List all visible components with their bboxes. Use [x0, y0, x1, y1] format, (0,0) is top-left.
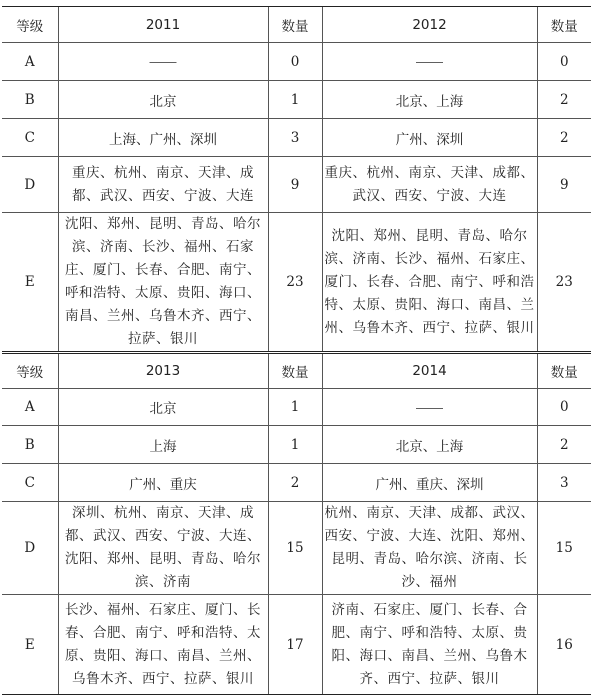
- count-cell: 0: [537, 389, 591, 426]
- level-cell: D: [2, 157, 58, 213]
- table-row: [2, 426, 591, 464]
- cities-cell: ——: [322, 389, 537, 426]
- level-cell: A: [2, 389, 58, 426]
- cities-cell: 广州、重庆、深圳: [322, 464, 537, 502]
- count-cell: 2: [537, 426, 591, 464]
- cities-cell: 北京、上海: [322, 426, 537, 464]
- table-row: [2, 119, 591, 157]
- count-cell: 15: [268, 502, 322, 595]
- year-2011-header: 2011: [58, 7, 268, 43]
- table-row: [2, 213, 591, 353]
- cities-cell: 北京、上海: [322, 81, 537, 119]
- level-cell: E: [2, 595, 58, 695]
- cities-cell: 沈阳、郑州、昆明、青岛、哈尔滨、济南、长沙、福州、石家庄、厦门、长春、合肥、南宁、呼和浩特、太原、贵阳、海口、南昌、兰州、乌鲁木齐、西宁、拉萨、银川: [322, 213, 537, 353]
- section-2-header-row: [2, 353, 591, 389]
- level-cell: E: [2, 213, 58, 353]
- city-tier-table: [2, 6, 591, 695]
- count-header: 数量: [268, 353, 322, 389]
- cities-cell: ——: [322, 43, 537, 81]
- level-cell: B: [2, 426, 58, 464]
- cities-cell: 上海、广州、深圳: [58, 119, 268, 157]
- count-cell: 9: [268, 157, 322, 213]
- cities-cell: 沈阳、郑州、昆明、青岛、哈尔滨、济南、长沙、福州、石家庄、厦门、长春、合肥、南宁、呼和浩特、太原、贵阳、海口、南昌、兰州、乌鲁木齐、西宁、拉萨、银川: [58, 213, 268, 353]
- cities-cell: 济南、石家庄、厦门、长春、合肥、南宁、呼和浩特、太原、贵阳、海口、南昌、兰州、乌鲁木齐、西宁、拉萨、银川: [322, 595, 537, 695]
- count-cell: 2: [268, 464, 322, 502]
- cities-cell: 广州、深圳: [322, 119, 537, 157]
- level-header: 等级: [2, 7, 58, 43]
- cities-cell: 广州、重庆: [58, 464, 268, 502]
- count-cell: 3: [268, 119, 322, 157]
- table-row: [2, 157, 591, 213]
- count-cell: 2: [537, 81, 591, 119]
- table-row: [2, 81, 591, 119]
- table-row: [2, 389, 591, 426]
- cities-cell: 重庆、杭州、南京、天津、成都、武汉、西安、宁波、大连: [322, 157, 537, 213]
- table-row: [2, 502, 591, 595]
- level-cell: B: [2, 81, 58, 119]
- count-header: 数量: [268, 7, 322, 43]
- city-tier-table-container: [2, 6, 591, 695]
- count-cell: 9: [537, 157, 591, 213]
- level-header: 等级: [2, 353, 58, 389]
- count-cell: 2: [537, 119, 591, 157]
- cities-cell: ——: [58, 43, 268, 81]
- count-header: 数量: [537, 353, 591, 389]
- count-cell: 23: [268, 213, 322, 353]
- count-header: 数量: [537, 7, 591, 43]
- cities-cell: 北京: [58, 389, 268, 426]
- table-row: [2, 595, 591, 695]
- count-cell: 1: [268, 81, 322, 119]
- count-cell: 23: [537, 213, 591, 353]
- count-cell: 16: [537, 595, 591, 695]
- level-cell: C: [2, 464, 58, 502]
- cities-cell: 深圳、杭州、南京、天津、成都、武汉、西安、宁波、大连、沈阳、郑州、昆明、青岛、哈尔滨、济南: [58, 502, 268, 595]
- level-cell: C: [2, 119, 58, 157]
- level-cell: A: [2, 43, 58, 81]
- table-row: [2, 43, 591, 81]
- count-cell: 1: [268, 426, 322, 464]
- count-cell: 0: [537, 43, 591, 81]
- cities-cell: 长沙、福州、石家庄、厦门、长春、合肥、南宁、呼和浩特、太原、贵阳、海口、南昌、兰州、乌鲁木齐、西宁、拉萨、银川: [58, 595, 268, 695]
- cities-cell: 重庆、杭州、南京、天津、成都、武汉、西安、宁波、大连: [58, 157, 268, 213]
- count-cell: 0: [268, 43, 322, 81]
- cities-cell: 上海: [58, 426, 268, 464]
- count-cell: 15: [537, 502, 591, 595]
- year-2013-header: 2013: [58, 353, 268, 389]
- cities-cell: 杭州、南京、天津、成都、武汉、西安、宁波、大连、沈阳、郑州、昆明、青岛、哈尔滨、济南、长沙、福州: [322, 502, 537, 595]
- cities-cell: 北京: [58, 81, 268, 119]
- level-cell: D: [2, 502, 58, 595]
- count-cell: 3: [537, 464, 591, 502]
- count-cell: 17: [268, 595, 322, 695]
- section-1-header-row: [2, 7, 591, 43]
- table-row: [2, 464, 591, 502]
- count-cell: 1: [268, 389, 322, 426]
- year-2012-header: 2012: [322, 7, 537, 43]
- year-2014-header: 2014: [322, 353, 537, 389]
